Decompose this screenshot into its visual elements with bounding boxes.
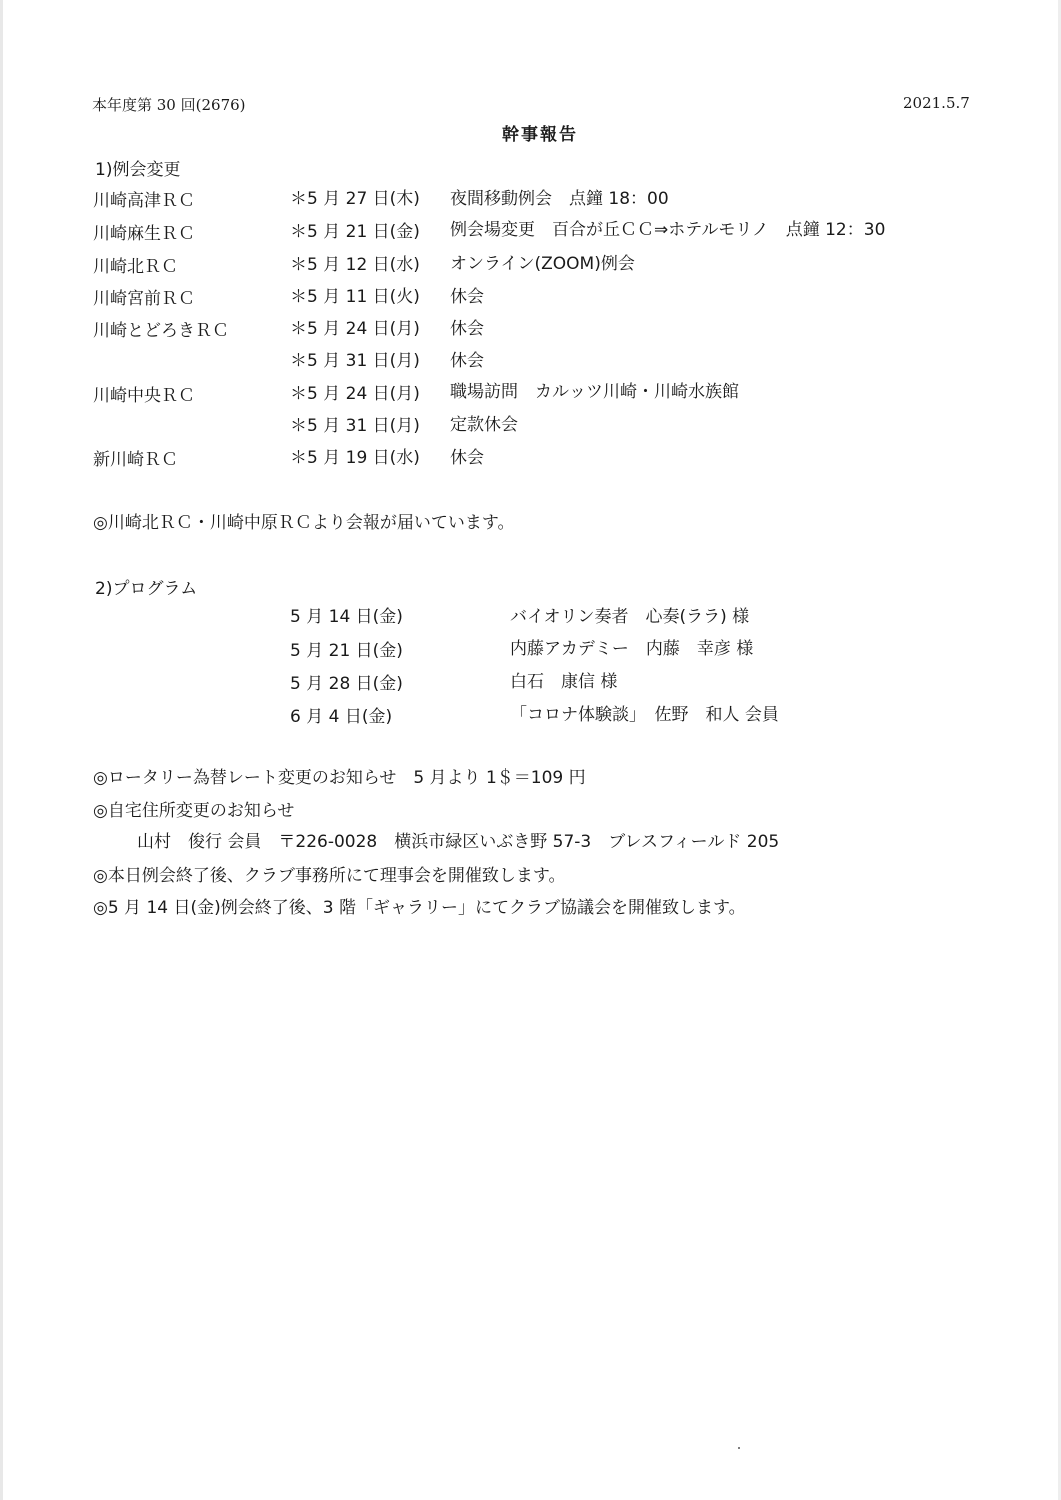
program-detail: 「コロナ体験談」 佐野 和人 会員 [510, 705, 779, 725]
program-detail: バイオリン奏者 心奏(ララ) 様 [510, 607, 750, 627]
club-name: 川崎中央ＲＣ [93, 386, 195, 406]
change-date: ＊5 月 24 日(月) [290, 384, 420, 404]
issue-number: 本年度第 30 回(2676) [92, 96, 246, 114]
page-title: 幹事報告 [502, 125, 578, 145]
change-detail: 夜間移動例会 点鐘 18：00 [450, 189, 669, 209]
report-date: 2021.5.7 [903, 94, 970, 112]
change-date: ＊5 月 24 日(月) [290, 319, 420, 339]
change-detail: 休会 [450, 287, 484, 307]
notice-board-meeting: ◎本日例会終了後、クラブ事務所にて理事会を開催致します。 [93, 866, 566, 886]
change-date: ＊5 月 31 日(月) [290, 416, 420, 436]
club-name: 川崎とどろきＲＣ [93, 321, 229, 341]
program-detail: 内藤アカデミー 内藤 幸彦 様 [510, 639, 754, 659]
change-date: ＊5 月 21 日(金) [290, 222, 420, 242]
club-name: 川崎高津ＲＣ [93, 191, 195, 211]
club-name: 川崎麻生ＲＣ [93, 224, 195, 244]
scan-speck [738, 1447, 740, 1449]
club-name: 新川崎ＲＣ [93, 450, 178, 470]
change-date: ＊5 月 12 日(水) [290, 255, 420, 275]
change-date: ＊5 月 19 日(水) [290, 448, 420, 468]
program-detail: 白石 康信 様 [510, 672, 618, 692]
notice-club-assembly: ◎5 月 14 日(金)例会終了後、3 階「ギャラリー」にてクラブ協議会を開催致します。 [93, 898, 746, 918]
change-detail: 休会 [450, 351, 484, 371]
change-detail: オンライン(ZOOM)例会 [450, 254, 635, 274]
newsletter-note: ◎川崎北ＲＣ・川崎中原ＲＣより会報が届いています。 [93, 513, 515, 533]
program-date: 5 月 28 日(金) [290, 674, 403, 694]
notice-address-detail: 山村 俊行 会員 〒226-0028 横浜市緑区いぶき野 57-3 ブレスフィールド 205 [137, 832, 780, 852]
change-date: ＊5 月 27 日(木) [290, 189, 420, 209]
scan-edge-left [0, 0, 3, 1500]
change-date: ＊5 月 11 日(火) [290, 287, 420, 307]
notice-exchange-rate: ◎ロータリー為替レート変更のお知らせ 5 月より 1＄＝109 円 [93, 768, 586, 788]
section-heading-program: 2)プログラム [95, 579, 198, 599]
notice-address-change: ◎自宅住所変更のお知らせ [93, 801, 295, 821]
change-date: ＊5 月 31 日(月) [290, 351, 420, 371]
club-name: 川崎宮前ＲＣ [93, 289, 195, 309]
change-detail: 休会 [450, 448, 484, 468]
program-date: 6 月 4 日(金) [290, 707, 393, 727]
program-date: 5 月 21 日(金) [290, 641, 403, 661]
club-name: 川崎北ＲＣ [93, 257, 178, 277]
change-detail: 定款休会 [450, 415, 518, 435]
section-heading-meeting-changes: 1)例会変更 [95, 160, 181, 180]
change-detail: 職場訪問 カルッツ川崎・川崎水族館 [450, 382, 739, 402]
change-detail: 例会場変更 百合が丘ＣＣ⇒ホテルモリノ 点鐘 12：30 [450, 220, 886, 240]
program-date: 5 月 14 日(金) [290, 607, 403, 627]
change-detail: 休会 [450, 319, 484, 339]
